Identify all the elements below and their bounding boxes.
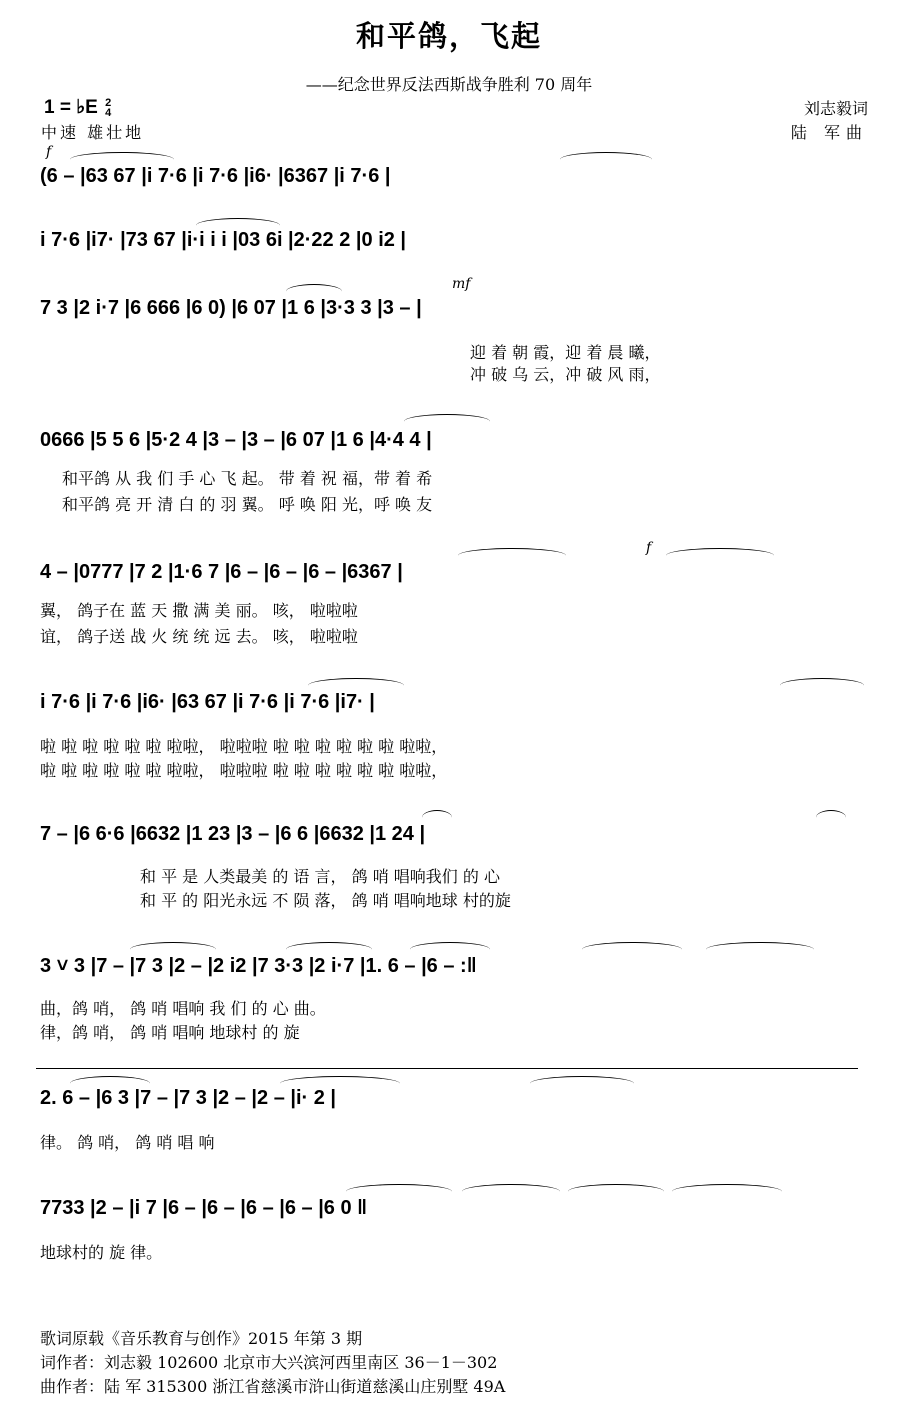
lyric-verse-1: 和平鸽 从 我 们 手 心 飞 起。 带 着 祝 福，带 着 希 [62, 469, 433, 488]
notation-staff [40, 420, 864, 460]
notation-staff [40, 288, 864, 328]
notation-line: i 7·6 |i7· |73 67 |i·i i i |03 6i |2·22 2 |0 i2 | [40, 229, 407, 251]
lyric-verse-2: 冲 破 乌 云，冲 破 风 雨， [470, 365, 661, 384]
notation-line: 2. 6 – |6 3 |7 – |7 3 |2 – |2 – |i· 2 | [40, 1087, 337, 1109]
lyric-verse-2: 律，鸽 哨， 鸽 哨 唱响 地球村 的 旋 [40, 1023, 300, 1042]
notation-line: 7733 |2 – |i 7 |6 – |6 – |6 – |6 – |6 0 ‖ [40, 1197, 368, 1219]
lyric-verse-1: 律。 鸽 哨， 鸽 哨 唱 响 [40, 1133, 215, 1152]
composer-credit: 陆 军曲 [790, 123, 868, 142]
notation-line: (6 – |63 67 |i 7·6 |i 7·6 |i6· |6367 |i 7·6 | [40, 165, 391, 187]
lyric-verse-1: 和 平 是 人类最美 的 语 言， 鸽 哨 唱响我们 的 心 [140, 867, 500, 886]
dynamic-marking: mf [452, 276, 471, 292]
score-system [0, 928, 898, 1053]
notation-staff [40, 814, 864, 854]
score-system [0, 1064, 898, 1189]
score-system [0, 404, 898, 529]
lyric-verse-2: 啦 啦 啦 啦 啦 啦 啦啦， 啦啦啦 啦 啦 啦 啦 啦 啦 啦啦， [40, 761, 448, 780]
notation-line: 3 ˅ 3 |7 – |7 3 |2 – |2 i2 |7 3·3 |2 i·7 |1. 6 – |6 – :‖ [40, 955, 477, 977]
lyric-verse-1: 地球村的 旋 律。 [40, 1243, 163, 1262]
song-subtitle: ——纪念世界反法西斯战争胜利 70 周年 [305, 75, 593, 94]
lyric-verse-1: 啦 啦 啦 啦 啦 啦 啦啦， 啦啦啦 啦 啦 啦 啦 啦 啦 啦啦， [40, 737, 448, 756]
notation-staff [40, 1188, 864, 1228]
score-system [0, 666, 898, 791]
notation-line: 4 – |0777 |7 2 |1·6 7 |6 – |6 – |6 – |6367 | [40, 561, 403, 583]
source-note: 歌词原载《音乐教育与创作》2015 年第 3 期 [40, 1329, 363, 1348]
score-system [0, 278, 898, 403]
time-bottom: 4 [105, 106, 112, 119]
lyric-verse-1: 迎 着 朝 霞，迎 着 晨 曦， [470, 343, 661, 362]
lyricist-address: 词作者：刘志毅 102600 北京市大兴滨河西里南区 36－1－302 [40, 1353, 498, 1372]
key-signature [44, 96, 111, 119]
notation-line: 0666 |5 5 6 |5·2 4 |3 – |3 – |6 07 |1 6 |4·4 4 | [40, 429, 432, 451]
tempo-marking: 中速 雄壮地 [41, 123, 145, 142]
dynamic-marking: f [46, 144, 52, 160]
notation-staff [40, 1078, 864, 1118]
lyric-verse-2: 谊， 鸽子送 战 火 统 统 远 去。 咳， 啦啦啦 [40, 627, 358, 646]
score-system [0, 536, 898, 661]
lyric-verse-2: 和 平 的 阳光永远 不 陨 落， 鸽 哨 唱响地球 村的旋 [140, 891, 511, 910]
song-title: 和平鸽，飞起 [355, 19, 542, 53]
notation-staff [40, 946, 864, 986]
key-label: 1 = ♭E [44, 97, 98, 118]
lyric-verse-1: 曲，鸽 哨， 鸽 哨 唱响 我 们 的 心 曲。 [40, 999, 326, 1018]
volta-bracket [36, 1068, 858, 1069]
notation-staff [40, 552, 864, 592]
notation-line: i 7·6 |i 7·6 |i6· |63 67 |i 7·6 |i 7·6 |i7· | [40, 691, 375, 713]
score-system [0, 1178, 898, 1303]
time-top: 2 [105, 96, 112, 109]
lyricist-credit: 刘志毅词 [803, 99, 868, 118]
notation-line: 7 – |6 6·6 |6632 |1 23 |3 – |6 6 |6632 |1 24 | [40, 823, 426, 845]
notation-staff [40, 220, 864, 260]
lyric-verse-2: 和平鸽 亮 开 清 白 的 羽 翼。 呼 唤 阳 光，呼 唤 友 [62, 495, 433, 514]
composer-address: 曲作者：陆 军 315300 浙江省慈溪市浒山街道慈溪山庄别墅 49A [40, 1377, 506, 1396]
score-system [0, 796, 898, 921]
notation-line: 7 3 |2 i·7 |6 666 |6 0) |6 07 |1 6 |3·3 3 |3 – | [40, 297, 422, 319]
time-signature [105, 98, 111, 118]
notation-staff [40, 156, 864, 196]
dynamic-marking: f [646, 540, 652, 556]
lyric-verse-1: 翼， 鸽子在 蓝 天 撒 满 美 丽。 咳， 啦啦啦 [40, 601, 358, 620]
notation-staff [40, 682, 864, 722]
